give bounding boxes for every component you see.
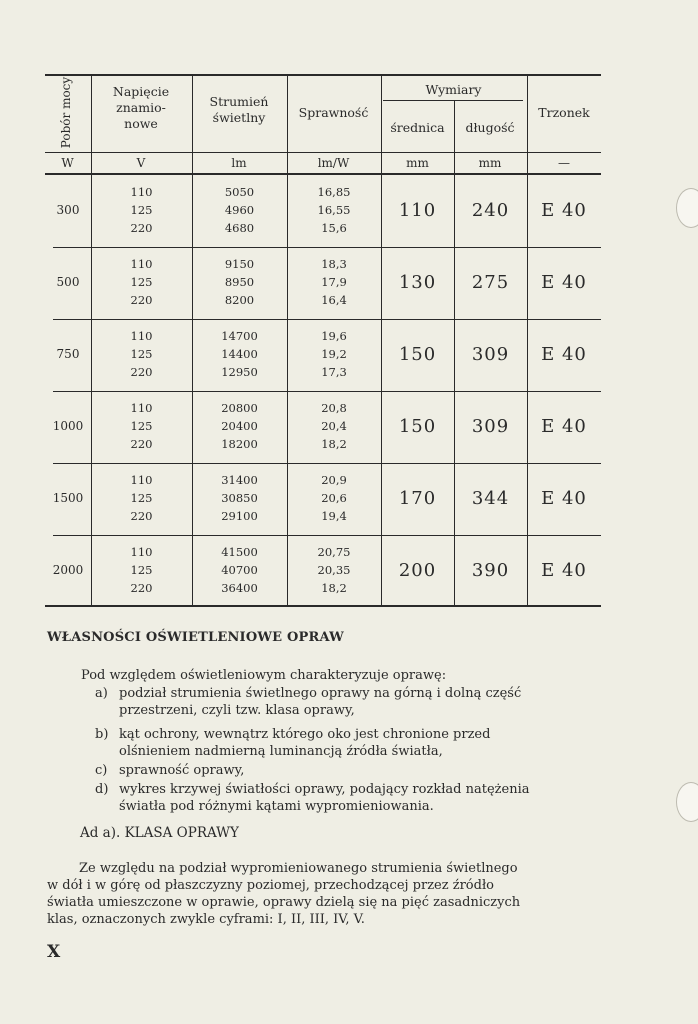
cell-flux: 8950 bbox=[224, 275, 255, 289]
cell-base: E 40 bbox=[541, 200, 587, 221]
cell-length: 344 bbox=[471, 488, 510, 509]
page-number: X bbox=[47, 942, 61, 962]
cell-voltage: 125 bbox=[130, 347, 153, 361]
cell-diameter: 110 bbox=[398, 200, 437, 221]
cell-flux: 9150 bbox=[224, 257, 255, 271]
list-item-text: kąt ochrony, wewnątrz którego oko jest chronione przed bbox=[119, 727, 491, 742]
binder-hole-bottom bbox=[676, 782, 698, 822]
cell-length: 309 bbox=[471, 416, 510, 437]
cell-diameter: 150 bbox=[398, 344, 437, 365]
cell-power: 2000 bbox=[52, 563, 84, 577]
cell-voltage: 125 bbox=[130, 419, 153, 433]
paragraph-line: klas, oznaczonych zwykle cyframi: I, II, III, IV, V. bbox=[47, 912, 365, 927]
cell-voltage: 125 bbox=[130, 203, 153, 217]
list-item-text: przestrzeni, czyli tzw. klasa oprawy, bbox=[119, 703, 355, 718]
header-diameter: średnica bbox=[390, 120, 445, 135]
col-rule-4 bbox=[381, 76, 382, 605]
cell-efficacy: 16,55 bbox=[317, 203, 351, 217]
col-rule-5 bbox=[527, 76, 528, 605]
cell-voltage: 110 bbox=[130, 545, 153, 559]
cell-efficacy: 17,9 bbox=[321, 275, 347, 289]
unit-voltage: V bbox=[136, 156, 146, 170]
cell-efficacy: 18,3 bbox=[321, 257, 347, 271]
cell-efficacy: 19,4 bbox=[321, 509, 347, 523]
cell-base: E 40 bbox=[541, 344, 587, 365]
col-rule-1 bbox=[91, 76, 92, 605]
col-rule-length bbox=[454, 101, 455, 605]
binder-hole-top bbox=[676, 188, 698, 228]
row-rule bbox=[53, 463, 601, 464]
col-rule-2 bbox=[192, 76, 193, 605]
cell-power: 1500 bbox=[52, 491, 84, 505]
cell-voltage: 125 bbox=[130, 275, 153, 289]
cell-flux: 29100 bbox=[221, 509, 258, 523]
cell-flux: 8200 bbox=[224, 293, 255, 307]
unit-diameter: mm bbox=[406, 156, 429, 170]
unit-power: W bbox=[61, 156, 74, 170]
units-rule bbox=[45, 173, 601, 175]
cell-efficacy: 20,75 bbox=[317, 545, 351, 559]
cell-power: 1000 bbox=[52, 419, 84, 433]
cell-voltage: 220 bbox=[130, 365, 153, 379]
cell-flux: 5050 bbox=[224, 185, 255, 199]
cell-diameter: 150 bbox=[398, 416, 437, 437]
cell-base: E 40 bbox=[541, 416, 587, 437]
section-heading: WŁASNOŚCI OŚWIETLENIOWE OPRAW bbox=[47, 630, 344, 645]
header-flux: Strumień świetlny bbox=[209, 94, 269, 125]
cell-base: E 40 bbox=[541, 272, 587, 293]
list-item-text: światła pod różnymi kątami wypromieniowania. bbox=[119, 799, 434, 814]
paragraph-line: Ze względu na podział wypromieniowanego strumienia świetlnego bbox=[79, 861, 518, 876]
cell-diameter: 200 bbox=[398, 560, 437, 581]
cell-flux: 12950 bbox=[221, 365, 258, 379]
cell-efficacy: 20,4 bbox=[321, 419, 347, 433]
cell-flux: 30850 bbox=[221, 491, 258, 505]
col-rule-3 bbox=[287, 76, 288, 605]
cell-efficacy: 18,2 bbox=[321, 581, 347, 595]
cell-voltage: 220 bbox=[130, 437, 153, 451]
cell-length: 240 bbox=[471, 200, 510, 221]
header-base: Trzonek bbox=[538, 105, 590, 120]
cell-voltage: 125 bbox=[130, 491, 153, 505]
unit-base: — bbox=[558, 156, 570, 170]
cell-flux: 20800 bbox=[221, 401, 258, 415]
list-item-label: d) bbox=[95, 782, 109, 797]
subheading: Ad a). KLASA OPRAWY bbox=[80, 825, 239, 841]
header-voltage: Napięcie znamio- nowe bbox=[112, 84, 170, 131]
cell-efficacy: 16,4 bbox=[321, 293, 347, 307]
cell-length: 309 bbox=[471, 344, 510, 365]
header-efficacy: Sprawność bbox=[298, 105, 369, 120]
cell-power: 500 bbox=[56, 275, 80, 289]
cell-voltage: 110 bbox=[130, 329, 153, 343]
cell-voltage: 110 bbox=[130, 473, 153, 487]
cell-flux: 36400 bbox=[221, 581, 258, 595]
list-item-text: sprawność oprawy, bbox=[119, 763, 245, 778]
cell-flux: 31400 bbox=[221, 473, 258, 487]
cell-voltage: 220 bbox=[130, 221, 153, 235]
cell-voltage: 220 bbox=[130, 509, 153, 523]
cell-efficacy: 17,3 bbox=[321, 365, 347, 379]
cell-length: 390 bbox=[471, 560, 510, 581]
cell-base: E 40 bbox=[541, 488, 587, 509]
cell-flux: 20400 bbox=[221, 419, 258, 433]
cell-power: 750 bbox=[56, 347, 80, 361]
header-rule bbox=[45, 152, 601, 153]
header-length: długość bbox=[465, 120, 515, 135]
row-rule bbox=[53, 391, 601, 392]
cell-voltage: 125 bbox=[130, 563, 153, 577]
cell-voltage: 220 bbox=[130, 293, 153, 307]
paragraph-line: w dół i w górę od płaszczyzny poziomej, przechodzącej przez źródło bbox=[47, 878, 494, 893]
list-item-text: olśnieniem nadmierną luminancją źródła światła, bbox=[119, 744, 443, 759]
row-rule bbox=[53, 247, 601, 248]
cell-voltage: 110 bbox=[130, 185, 153, 199]
cell-voltage: 220 bbox=[130, 581, 153, 595]
header-dimensions: Wymiary bbox=[425, 82, 482, 97]
dimensions-rule bbox=[383, 100, 523, 101]
cell-flux: 40700 bbox=[221, 563, 258, 577]
cell-efficacy: 19,2 bbox=[321, 347, 347, 361]
cell-efficacy: 20,6 bbox=[321, 491, 347, 505]
table-bottom-rule bbox=[45, 605, 601, 607]
cell-base: E 40 bbox=[541, 560, 587, 581]
list-item-label: b) bbox=[95, 727, 109, 742]
list-item-text: wykres krzywej światłości oprawy, podający rozkład natężenia bbox=[119, 782, 530, 797]
cell-length: 275 bbox=[471, 272, 510, 293]
cell-efficacy: 19,6 bbox=[321, 329, 347, 343]
unit-length: mm bbox=[478, 156, 502, 170]
list-item-label: a) bbox=[95, 686, 108, 701]
intro-text: Pod względem oświetleniowym charakteryzuje oprawę: bbox=[81, 668, 447, 683]
unit-flux: lm bbox=[231, 156, 247, 170]
cell-flux: 41500 bbox=[221, 545, 258, 559]
cell-efficacy: 16,85 bbox=[317, 185, 351, 199]
cell-flux: 14400 bbox=[221, 347, 258, 361]
list-item-text: podział strumienia świetlnego oprawy na górną i dolną część bbox=[119, 686, 522, 701]
cell-flux: 4960 bbox=[224, 203, 255, 217]
cell-efficacy: 15,6 bbox=[321, 221, 347, 235]
cell-efficacy: 20,35 bbox=[317, 563, 351, 577]
row-rule bbox=[53, 535, 601, 536]
header-power: Pobór mocy bbox=[59, 76, 74, 148]
cell-flux: 4680 bbox=[224, 221, 255, 235]
cell-flux: 14700 bbox=[221, 329, 258, 343]
cell-diameter: 130 bbox=[398, 272, 437, 293]
cell-power: 300 bbox=[56, 203, 80, 217]
unit-efficacy: lm/W bbox=[317, 156, 350, 170]
cell-efficacy: 20,9 bbox=[321, 473, 347, 487]
cell-efficacy: 18,2 bbox=[321, 437, 347, 451]
row-rule bbox=[53, 319, 601, 320]
cell-voltage: 110 bbox=[130, 257, 153, 271]
list-item-label: c) bbox=[95, 763, 108, 778]
cell-voltage: 110 bbox=[130, 401, 153, 415]
cell-efficacy: 20,8 bbox=[321, 401, 347, 415]
paragraph-line: światła umieszczone w oprawie, oprawy dzielą się na pięć zasadniczych bbox=[47, 895, 521, 910]
table-top-rule bbox=[45, 74, 601, 76]
lamp-data-table bbox=[45, 74, 601, 611]
cell-diameter: 170 bbox=[398, 488, 437, 509]
cell-flux: 18200 bbox=[221, 437, 258, 451]
